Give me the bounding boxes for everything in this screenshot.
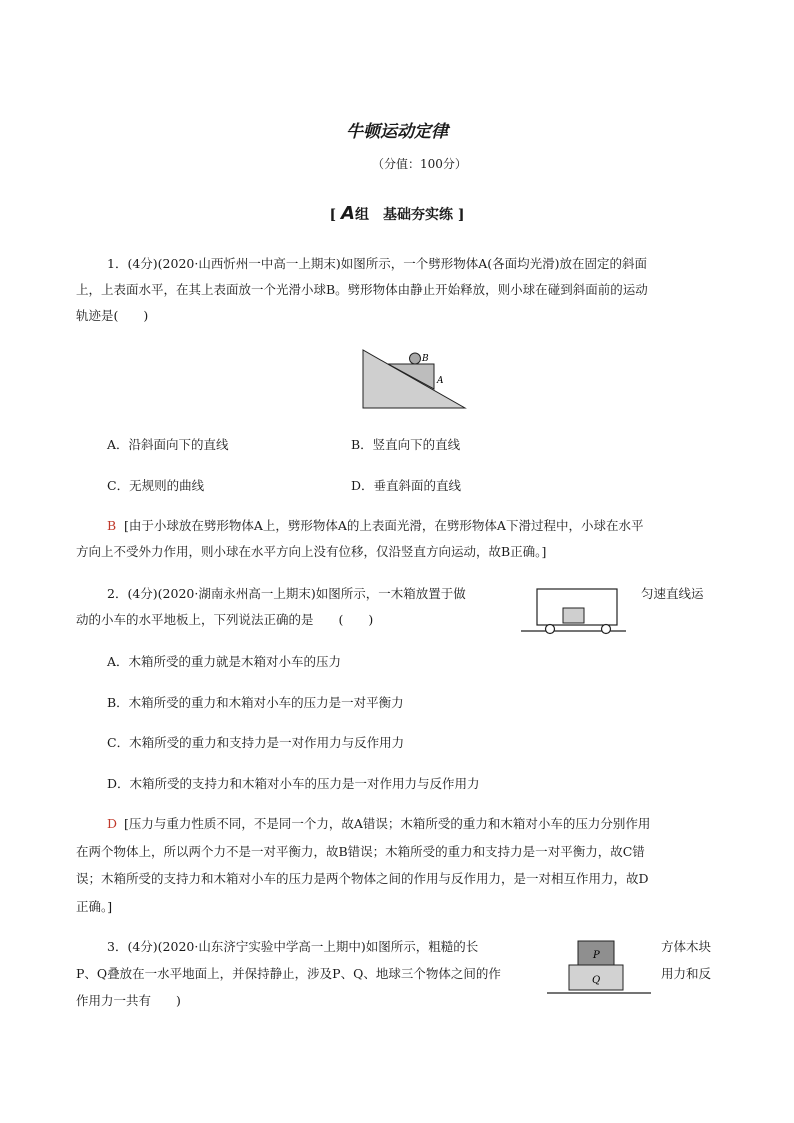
label-p: P [593,950,600,961]
page-title: 牛顿运动定律 [346,122,448,142]
q3-blocks-figure [543,937,653,997]
ball-b-icon [410,353,421,364]
q1-incline-figure [355,345,475,415]
q1-stem-line-2: 上，上表面水平，在其上表面放一个光滑小球B。劈形物体由静止开始释放，则小球在碰到斜面前的运动 [76,282,648,297]
q2-explanation-line-3: 误；木箱所受的支持力和木箱对小车的压力是两个物体之间的作用与反作用力，是一对相互作用力，故D [76,871,649,886]
q1-answer-letter: B [107,518,117,533]
q2-cart-figure [518,583,628,638]
q2-explanation-line-1: [压力与重力性质不同，不是同一个力，故A错误；木箱所受的重力和木箱对小车的压力分别作用 [124,816,651,831]
q2-stem-line-1-right: 匀速直线运 [641,586,704,601]
q2-explanation-line-4: 正确。] [76,899,113,914]
q1-explanation-line-2: 方向上不受外力作用，则小球在水平方向上没有位移，仅沿竖直方向运动，故B正确。] [76,544,547,559]
q2-explanation-line-2: 在两个物体上，所以两个力不是一对平衡力，故B错误；木箱所受的重力和支持力是一对平衡力，故C错 [76,844,645,859]
q2-stem-line-1: 2．(4分)(2020·湖南永州高一上期末)如图所示，一木箱放置于做 [107,586,466,601]
score-note: （分值：100分） [372,157,467,171]
q3-stem-line-1-right: 方体木块 [661,939,712,954]
wheel-right-icon [602,625,611,634]
q2-option-c: C．木箱所受的重力和支持力是一对作用力与反作用力 [107,735,405,750]
q2-option-d: D．木箱所受的支持力和木箱对小车的压力是一对作用力与反作用力 [107,776,480,791]
group-title: 组 基础夯实练 [354,207,453,223]
section-header [0,203,794,224]
q3-stem-line-2-right: 用力和反 [661,966,712,981]
q2-option-b: B．木箱所受的重力和木箱对小车的压力是一对平衡力 [107,695,404,710]
label-b: B [422,354,429,364]
q1-stem-line-1: 1．(4分)(2020·山西忻州一中高一上期末)如图所示，一个劈形物体A(各面均光滑)放在固定的斜面 [107,256,647,271]
q2-option-a: A．木箱所受的重力就是木箱对小车的压力 [107,654,342,669]
group-letter: A [341,203,355,224]
q3-stem-line-1: 3．(4分)(2020·山东济宁实验中学高一上期中)如图所示，粗糙的长 [107,939,479,954]
wheel-left-icon [546,625,555,634]
bracket-right: ] [457,207,465,223]
bracket-left: [ [329,207,337,223]
q1-option-a: A．沿斜面向下的直线 [107,437,229,452]
label-q: Q [592,975,601,986]
label-a: A [437,376,444,386]
q3-stem-line-3: 作用力一共有 ) [76,993,181,1008]
q1-option-c: C．无规则的曲线 [107,478,205,493]
q1-explanation-line-1: [由于小球放在劈形物体A上，劈形物体A的上表面光滑，在劈形物体A下滑过程中，小球在水平 [124,518,644,533]
q1-option-d: D．垂直斜面的直线 [351,478,462,493]
q3-stem-line-2: P、Q叠放在一水平地面上，并保持静止，涉及P、Q、地球三个物体之间的作 [76,966,501,981]
q2-stem-line-2: 动的小车的水平地板上，下列说法正确的是 ( ) [76,612,374,627]
q1-option-b: B．竖直向下的直线 [351,437,461,452]
q1-stem-line-3: 轨迹是( ) [76,308,149,323]
q2-answer-letter: D [107,816,118,831]
